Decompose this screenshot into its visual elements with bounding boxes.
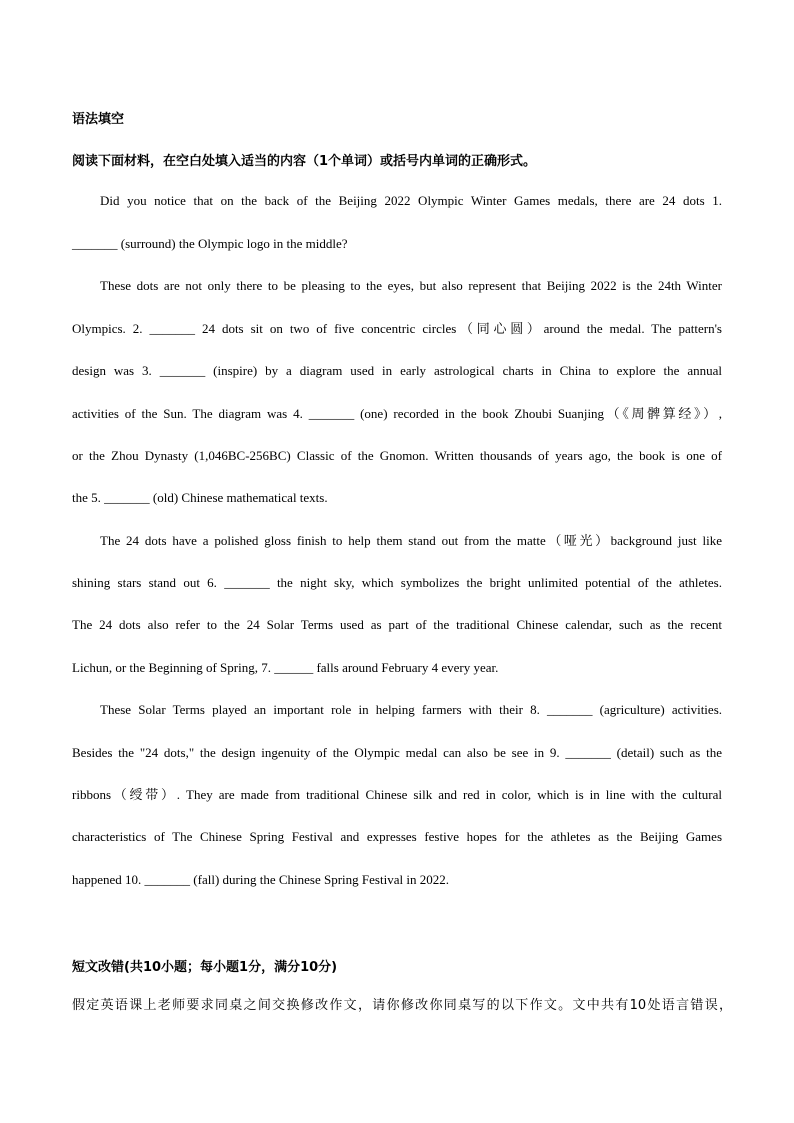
section1-instruction: 阅读下面材料，在空白处填入适当的内容（1个单词）或括号内单词的正确形式。 bbox=[72, 154, 537, 169]
passage-line-13: These Solar Terms played an important role in helping farmers with their 8. _______ (agriculture) activities. bbox=[100, 702, 722, 717]
passage-line-9: The 24 dots have a polished gloss finish to help them stand out from the matte（哑光）background just like bbox=[100, 533, 722, 548]
passage-line-15: ribbons（绶带）. They are made from traditional Chinese silk and red in color, which is in line with the cultural bbox=[72, 787, 722, 802]
passage-line-12: Lichun, or the Beginning of Spring, 7. ______ falls around February 4 every year. bbox=[72, 660, 499, 675]
section1-title: 语法填空 bbox=[72, 112, 125, 127]
passage-line-6: activities of the Sun. The diagram was 4. _______ (one) recorded in the book Zhoubi Suanjing（《周髀算经》）, bbox=[72, 406, 722, 421]
passage-line-10: shining stars stand out 6. _______ the night sky, which symbolizes the bright unlimited potential of the athletes. bbox=[72, 575, 722, 590]
section2-title: 短文改错(共10小题；每小题1分，满分10分) bbox=[72, 960, 338, 975]
passage-line-7: or the Zhou Dynasty (1,046BC-256BC) Classic of the Gnomon. Written thousands of years ago, the book is one of bbox=[72, 448, 722, 463]
passage-line-14: Besides the "24 dots," the design ingenuity of the Olympic medal can also be see in 9. _______ (detail) such as the bbox=[72, 745, 722, 760]
section2-instruction: 假定英语课上老师要求同桌之间交换修改作文，请你修改你同桌写的以下作文。文中共有10处语言错误， bbox=[72, 998, 732, 1013]
passage-line-8: the 5. _______ (old) Chinese mathematical texts. bbox=[72, 490, 328, 505]
passage-line-3: These dots are not only there to be pleasing to the eyes, but also represent that Beijing 2022 is the 24th Winter bbox=[100, 278, 722, 293]
passage-line-1: Did you notice that on the back of the Beijing 2022 Olympic Winter Games medals, there are 24 dots 1. bbox=[100, 193, 722, 208]
passage-line-17: happened 10. _______ (fall) during the Chinese Spring Festival in 2022. bbox=[72, 872, 449, 887]
passage-line-11: The 24 dots also refer to the 24 Solar Terms used as part of the traditional Chinese calendar, such as the recent bbox=[72, 617, 722, 632]
passage-line-16: characteristics of The Chinese Spring Festival and expresses festive hopes for the athletes as the Beijing Games bbox=[72, 829, 722, 844]
passage-line-4: Olympics. 2. _______ 24 dots sit on two of five concentric circles（同心圆）around the medal. The pattern's bbox=[72, 321, 722, 336]
passage-line-5: design was 3. _______ (inspire) by a diagram used in early astrological charts in China to explore the annual bbox=[72, 363, 722, 378]
passage-line-2: _______ (surround) the Olympic logo in the middle? bbox=[72, 236, 348, 251]
